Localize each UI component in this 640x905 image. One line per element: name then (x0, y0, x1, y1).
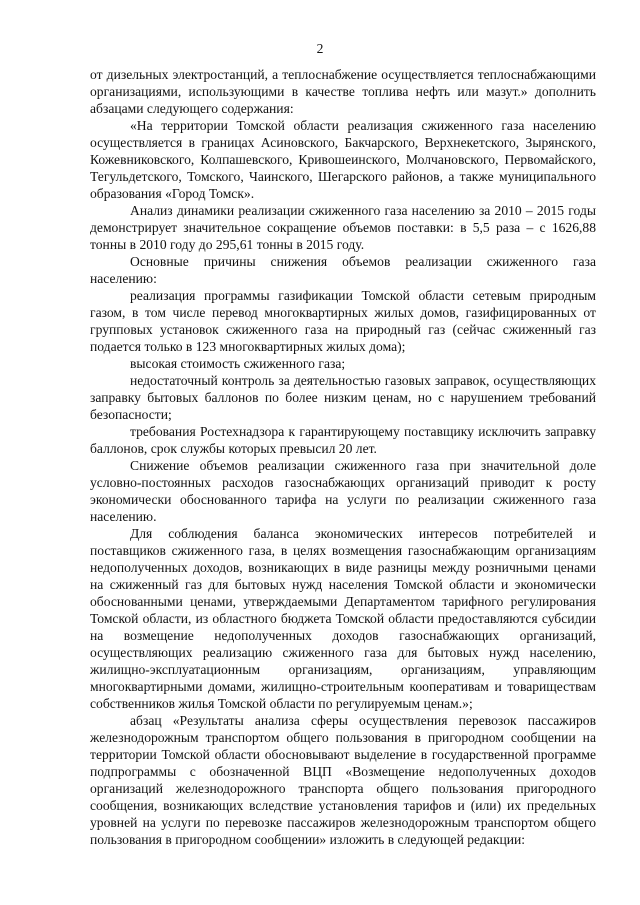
paragraph-11: абзац «Результаты анализа сферы осуществления перевозок пассажиров железнодорожным транспортом общего пользования в пригородном сообщении на территории Томской области обосновывают выделение в государственной программе подпрограммы с обозначенной ВЦП «Возмещение недополученных доходов организаций железнодорожного транспорта общего пользования пригородного сообщения, возникающих вследствие установления тарифов и (или) их предельных уровней на услуги по перевозке пассажиров железнодорожным транспортом общего пользования в пригородном сообщении» изложить в следующей редакции: (90, 713, 596, 847)
paragraph-9: Снижение объемов реализации сжиженного газа при значительной доле условно-постоянных расходов газоснабжающих организаций приводит к росту экономически обоснованного тарифа на услуги по реализации сжиженного газа населению. (90, 458, 596, 524)
paragraph-6: высокая стоимость сжиженного газа; (130, 356, 346, 371)
paragraph-3: Анализ динамики реализации сжиженного газа населению за 2010 – 2015 годы демонстрирует значительное сокращение объемов поставки: в 5,5 раза – с 1626,88 тонны в 2010 году до 295,61 тонны в 2015 году. (90, 203, 596, 252)
page-number: 2 (316, 41, 324, 56)
paragraph-8: требования Ростехнадзора к гарантирующему поставщику исключить заправку баллонов, срок службы которых превысил 20 лет. (90, 424, 596, 456)
paragraph-10: Для соблюдения баланса экономических интересов потребителей и поставщиков сжиженного газа, в целях возмещения газоснабжающим организациям недополученных доходов, возникающих в виде разницы между розничными ценами на сжиженный газ для бытовых нужд населения Томской области и экономически обоснованными ценами, утверждаемыми Департаментом тарифного регулирования Томской области, из областного бюджета Томской области предоставляются субсидии на возмещение недополученных доходов газоснабжающих организаций, осуществляющих реализацию сжиженного газа для бытовых нужд населению, жилищно-эксплуатационным организациям, организациям, управляющим многоквартирными домами, жилищно-строительным кооперативам и товариществам собственников жилья Томской области по регулируемым ценам.»; (90, 526, 596, 711)
paragraph-2: «На территории Томской области реализация сжиженного газа населению осуществляется в границах Асиновского, Бакчарского, Верхнекетского, Зырянского, Кожевниковского, Колпашевского, Кривошеинского, Молчановского, Первомайского, Тегульдетского, Томского, Чаинского, Шегарского районов, а также муниципального образования «Город Томск». (90, 118, 596, 201)
paragraph-1: от дизельных электростанций, а теплоснабжение осуществляется теплоснабжающими организациями, использующими в качестве топлива нефть или мазут.» дополнить абзацами следующего содержания: (90, 67, 596, 116)
paragraph-4: Основные причины снижения объемов реализации сжиженного газа населению: (90, 254, 596, 286)
paragraph-5: реализация программы газификации Томской области сетевым природным газом, в том числе перевод многоквартирных жилых домов, газифицированных от групповых установок сжиженного газа на природный газ (сейчас сжиженный газ подается только в 123 многоквартирных жилых дома); (90, 288, 596, 354)
body-text (90, 66, 596, 848)
paragraph-7: недостаточный контроль за деятельностью газовых заправок, осуществляющих заправку бытовых баллонов по более низким ценам, но с нарушением требований безопасности; (90, 373, 596, 422)
